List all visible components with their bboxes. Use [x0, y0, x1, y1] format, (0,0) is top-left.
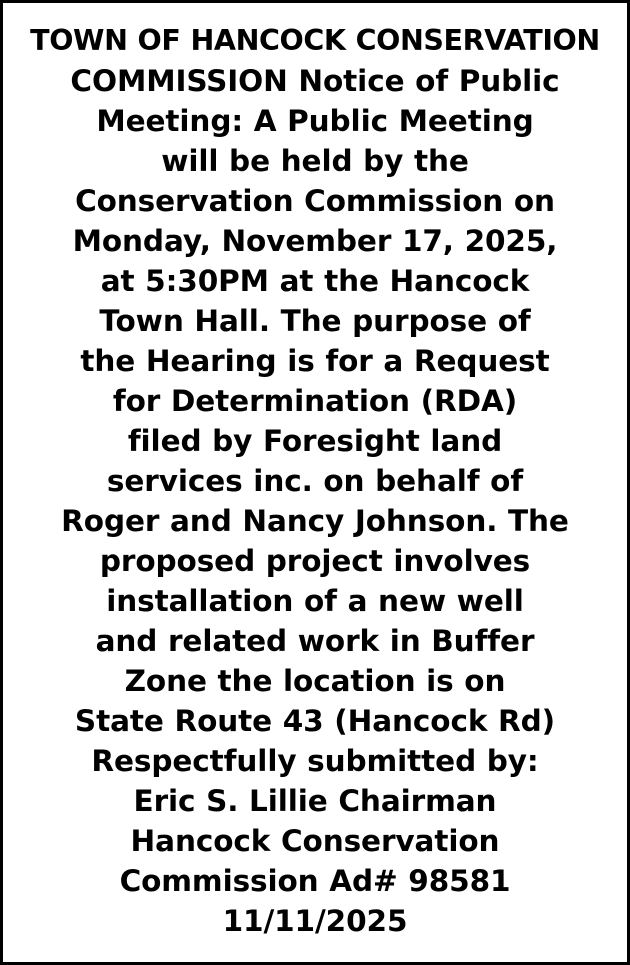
notice-line: State Route 43 (Hancock Rd) — [74, 704, 556, 738]
notice-line: COMMISSION Notice of Public — [70, 64, 560, 98]
notice-line: Commission Ad# 98581 — [119, 864, 511, 898]
notice-line: installation of a new well — [106, 584, 524, 618]
notice-line: services inc. on behalf of — [106, 464, 524, 498]
notice-line: filed by Foresight land — [127, 424, 503, 458]
notice-line: will be held by the — [161, 144, 469, 178]
notice-line: for Determination (RDA) — [112, 384, 518, 418]
notice-line: 11/11/2025 — [222, 904, 408, 938]
notice-line: and related work in Buffer — [95, 624, 535, 658]
notice-line: Hancock Conservation — [130, 824, 500, 858]
notice-line: Zone the location is on — [124, 664, 506, 698]
notice-line: Conservation Commission on — [75, 184, 555, 218]
notice-line: TOWN OF HANCOCK CONSERVATION — [30, 24, 600, 57]
notice-line: Town Hall. The purpose of — [99, 304, 531, 338]
notice-line: Monday, November 17, 2025, — [72, 224, 558, 258]
notice-line: Roger and Nancy Johnson. The — [61, 504, 569, 538]
notice-line: the Hearing is for a Request — [80, 344, 550, 378]
notice-line: Meeting: A Public Meeting — [96, 104, 534, 138]
notice-line: Eric S. Lillie Chairman — [133, 784, 497, 818]
notice-line: at 5:30PM at the Hancock — [100, 264, 530, 298]
notice-line: proposed project involves — [99, 544, 531, 578]
notice-text-block — [9, 21, 621, 941]
notice-line: Respectfully submitted by: — [91, 744, 539, 778]
